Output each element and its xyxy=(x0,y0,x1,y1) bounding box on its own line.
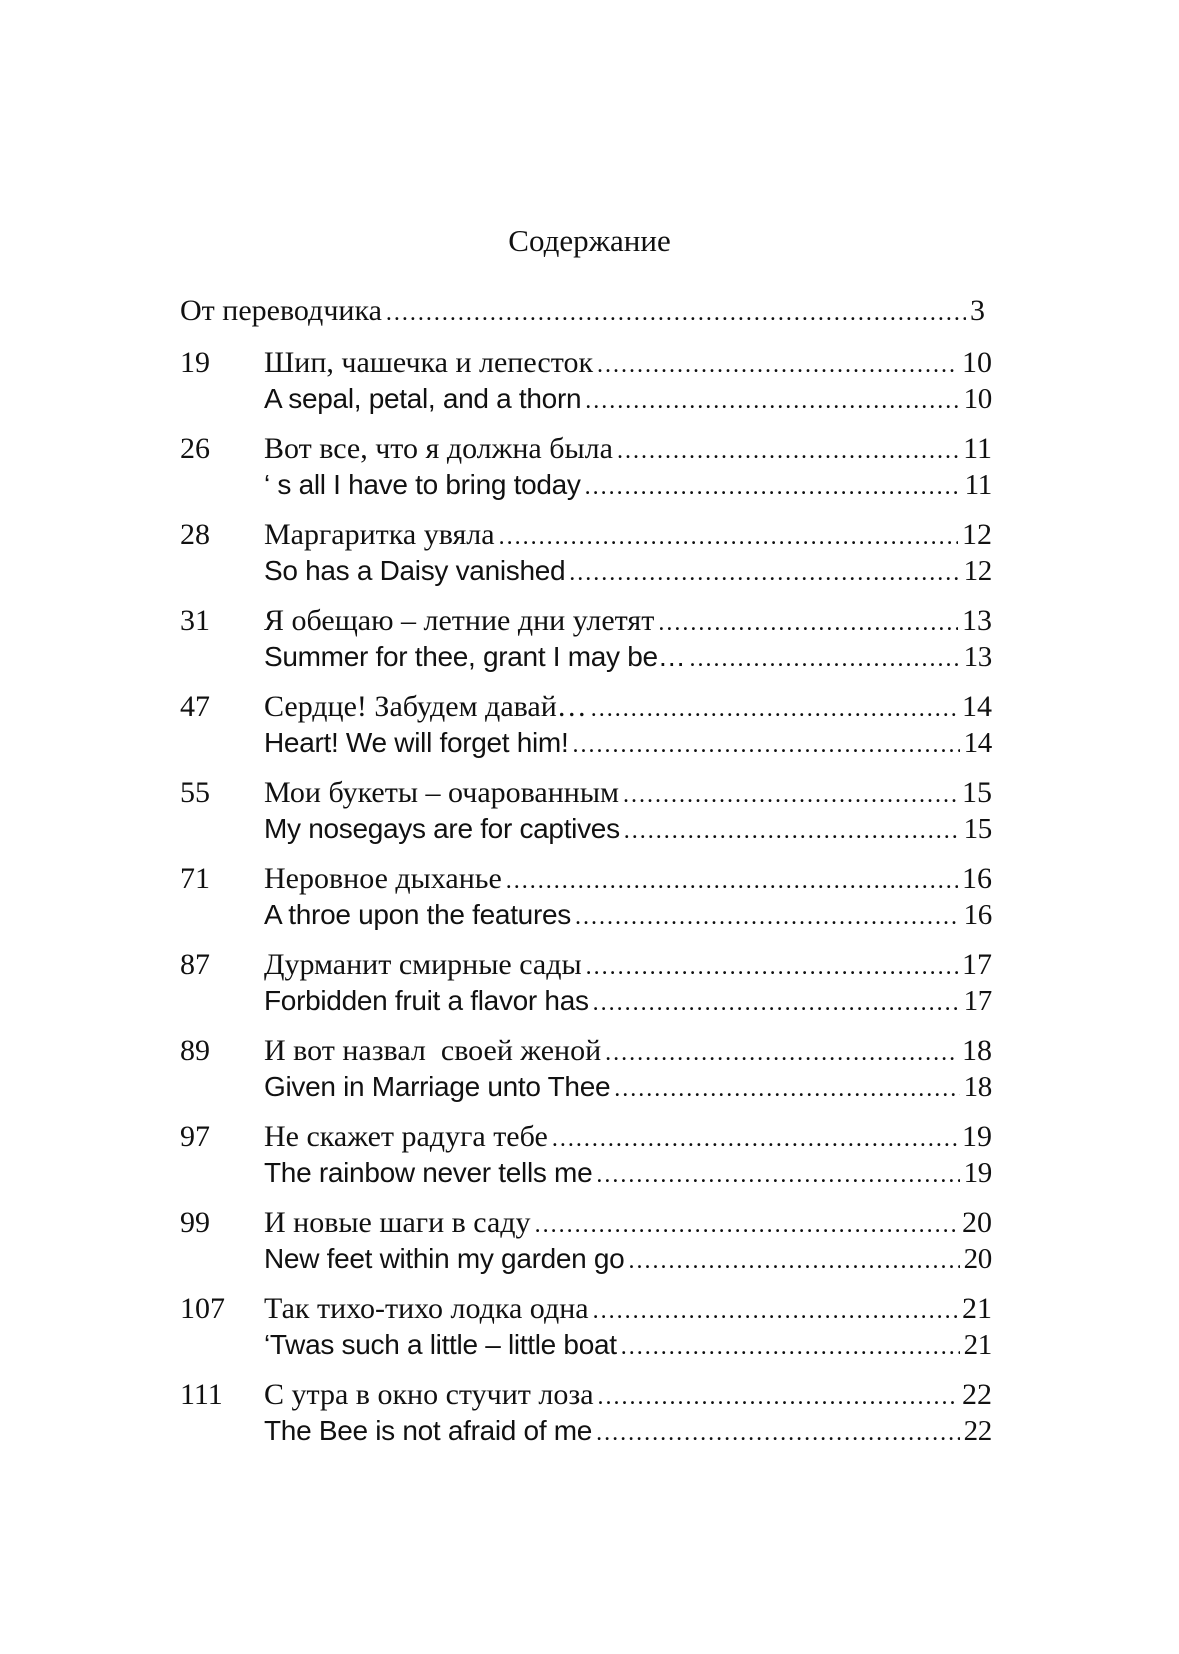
english-title: So has a Daisy vanished xyxy=(264,555,566,586)
dot-leader xyxy=(575,899,960,935)
toc-line-english[interactable] xyxy=(264,897,992,933)
toc-line-russian[interactable] xyxy=(264,1033,992,1069)
dot-leader xyxy=(624,813,960,849)
toc-line-russian[interactable] xyxy=(264,431,992,467)
toc-entry xyxy=(180,345,992,417)
russian-title: Маргаритка увяла xyxy=(264,518,495,551)
english-title: Forbidden fruit a flavor has xyxy=(264,985,589,1016)
russian-title: Дурманит смирные сады xyxy=(264,948,582,981)
english-title: Heart! We will forget him! xyxy=(264,727,569,758)
toc-preface[interactable] xyxy=(180,293,985,331)
dot-leader xyxy=(586,949,958,985)
english-title: New feet within my garden go xyxy=(264,1243,625,1274)
english-title: A sepal, petal, and a thorn xyxy=(264,383,582,414)
russian-title: Неровное дыханье xyxy=(264,862,502,895)
poem-number: 107 xyxy=(180,1292,225,1325)
toc-entry xyxy=(180,775,992,847)
toc-entry-lines xyxy=(264,947,992,1019)
dot-leader xyxy=(623,777,958,813)
english-title: A throe upon the features xyxy=(264,899,571,930)
russian-title: Не скажет радуга тебе xyxy=(264,1120,548,1153)
dot-leader xyxy=(621,1329,960,1365)
dot-leader xyxy=(597,347,958,383)
dot-leader xyxy=(591,691,958,727)
page-number: 19 xyxy=(963,1157,992,1189)
toc-entry xyxy=(180,431,992,503)
toc-entry-lines xyxy=(264,517,992,589)
page-number: 17 xyxy=(963,985,992,1017)
table-of-contents xyxy=(180,293,992,1449)
poem-number: 97 xyxy=(180,1120,210,1153)
toc-preface-title: От переводчика xyxy=(180,294,382,327)
poem-number: 19 xyxy=(180,346,210,379)
toc-entry-lines xyxy=(264,603,992,675)
toc-line-english[interactable] xyxy=(264,1327,992,1363)
page-number: 13 xyxy=(962,604,992,637)
dot-leader xyxy=(598,1379,958,1415)
toc-entry xyxy=(180,861,992,933)
russian-title: Так тихо-тихо лодка одна xyxy=(264,1292,589,1325)
toc-entry xyxy=(180,689,992,761)
page-number: 22 xyxy=(963,1415,992,1447)
russian-title: И вот назвал своей женой xyxy=(264,1034,602,1067)
page-number: 21 xyxy=(963,1329,992,1361)
dot-leader xyxy=(499,519,958,555)
english-title: ‘ s all I have to bring today xyxy=(264,469,581,500)
page-number: 19 xyxy=(962,1120,992,1153)
page-number: 16 xyxy=(962,862,992,895)
page-number: 22 xyxy=(962,1378,992,1411)
page-number: 13 xyxy=(963,641,992,673)
toc-line-russian[interactable] xyxy=(264,1377,992,1413)
dot-leader xyxy=(585,383,959,419)
page-number: 14 xyxy=(962,690,992,723)
toc-line-russian[interactable] xyxy=(264,1291,992,1327)
toc-entry-lines xyxy=(264,1119,992,1191)
toc-line-english[interactable] xyxy=(264,467,992,503)
page-title: Содержание xyxy=(508,223,671,258)
poem-number: 99 xyxy=(180,1206,210,1239)
dot-leader xyxy=(614,1071,959,1107)
page-number: 20 xyxy=(962,1206,992,1239)
toc-entry xyxy=(180,1119,992,1191)
poem-number: 26 xyxy=(180,432,210,465)
toc-entry-lines xyxy=(264,689,992,761)
dot-leader xyxy=(569,555,959,591)
toc-entries xyxy=(180,345,992,1449)
english-title: Given in Marriage unto Thee xyxy=(264,1071,611,1102)
page-number: 18 xyxy=(963,1071,992,1103)
toc-entry xyxy=(180,1033,992,1105)
page-number: 18 xyxy=(962,1034,992,1067)
page-number: 15 xyxy=(963,813,992,845)
russian-title: Мои букеты – очарованным xyxy=(264,776,619,809)
toc-entry-lines xyxy=(264,1291,992,1363)
toc-line-english[interactable] xyxy=(264,983,992,1019)
dot-leader xyxy=(552,1121,958,1157)
page-number: 10 xyxy=(963,383,992,415)
poem-number: 71 xyxy=(180,862,210,895)
toc-entry xyxy=(180,947,992,1019)
toc-entry-lines xyxy=(264,861,992,933)
russian-title: Вот все, что я должна была xyxy=(264,432,613,465)
dot-leader xyxy=(535,1207,958,1243)
toc-line-english[interactable] xyxy=(264,1413,992,1449)
toc-line-english[interactable] xyxy=(264,1155,992,1191)
dot-leader xyxy=(593,985,960,1021)
toc-line-english[interactable] xyxy=(264,725,992,761)
dot-leader xyxy=(617,433,959,469)
poem-number: 111 xyxy=(180,1378,223,1411)
poem-number: 31 xyxy=(180,604,210,637)
dot-leader xyxy=(572,727,959,763)
page-number: 12 xyxy=(963,555,992,587)
toc-entry xyxy=(180,517,992,589)
russian-title: Шип, чашечка и лепесток xyxy=(264,346,594,379)
page-number: 11 xyxy=(964,469,992,501)
toc-preface-page: 3 xyxy=(970,294,985,327)
toc-line-russian[interactable] xyxy=(264,1119,992,1155)
toc-entry-lines xyxy=(264,431,992,503)
poem-number: 55 xyxy=(180,776,210,809)
toc-entry xyxy=(180,603,992,675)
dot-leader xyxy=(596,1415,960,1451)
dot-leader xyxy=(658,605,958,641)
russian-title: И новые шаги в саду xyxy=(264,1206,531,1239)
page-number: 10 xyxy=(962,346,992,379)
dot-leader xyxy=(593,1293,958,1329)
dot-leader xyxy=(596,1157,959,1193)
page-number: 21 xyxy=(962,1292,992,1325)
toc-line-english[interactable] xyxy=(264,1241,992,1277)
page-number: 12 xyxy=(962,518,992,551)
poem-number: 28 xyxy=(180,518,210,551)
toc-line-russian[interactable] xyxy=(264,775,992,811)
toc-entry-lines xyxy=(264,1205,992,1277)
russian-title: Я обещаю – летние дни улетят xyxy=(264,604,655,637)
toc-line-russian[interactable] xyxy=(264,861,992,897)
russian-title: Сердце! Забудем давай… xyxy=(264,690,587,723)
poem-number: 89 xyxy=(180,1034,210,1067)
toc-line-russian[interactable] xyxy=(264,345,992,381)
dot-leader xyxy=(689,641,959,677)
dot-leader xyxy=(386,295,966,331)
russian-title: С утра в окно стучит лоза xyxy=(264,1378,594,1411)
toc-line-english[interactable] xyxy=(264,1069,992,1105)
toc-entry-lines xyxy=(264,1033,992,1105)
page-number: 15 xyxy=(962,776,992,809)
toc-entry-lines xyxy=(264,345,992,417)
english-title: The rainbow never tells me xyxy=(264,1157,593,1188)
page-number: 20 xyxy=(963,1243,992,1275)
english-title: My nosegays are for captives xyxy=(264,813,620,844)
toc-line-english[interactable] xyxy=(264,381,992,417)
page-number: 11 xyxy=(963,432,992,465)
toc-entry xyxy=(180,1377,992,1449)
toc-line-english[interactable] xyxy=(264,553,992,589)
english-title: The Bee is not afraid of me xyxy=(264,1415,593,1446)
toc-line-russian[interactable] xyxy=(264,689,992,725)
toc-line-english[interactable] xyxy=(264,811,992,847)
toc-line-russian[interactable] xyxy=(264,517,992,553)
toc-entry xyxy=(180,1291,992,1363)
page-number: 16 xyxy=(963,899,992,931)
toc-line-english[interactable] xyxy=(264,639,992,675)
english-title: ‘Twas such a little – little boat xyxy=(264,1329,617,1360)
toc-entry-lines xyxy=(264,775,992,847)
page-number: 14 xyxy=(963,727,992,759)
dot-leader xyxy=(628,1243,959,1279)
toc-line-russian[interactable] xyxy=(264,603,992,639)
dot-leader xyxy=(506,863,958,899)
english-title: Summer for thee, grant I may be… xyxy=(264,641,686,672)
toc-entry-lines xyxy=(264,1377,992,1449)
toc-entry xyxy=(180,1205,992,1277)
dot-leader xyxy=(585,469,961,505)
poem-number: 47 xyxy=(180,690,210,723)
poem-number: 87 xyxy=(180,948,210,981)
toc-line-russian[interactable] xyxy=(264,1205,992,1241)
toc-line-russian[interactable] xyxy=(264,947,992,983)
dot-leader xyxy=(605,1035,958,1071)
page-number: 17 xyxy=(962,948,992,981)
